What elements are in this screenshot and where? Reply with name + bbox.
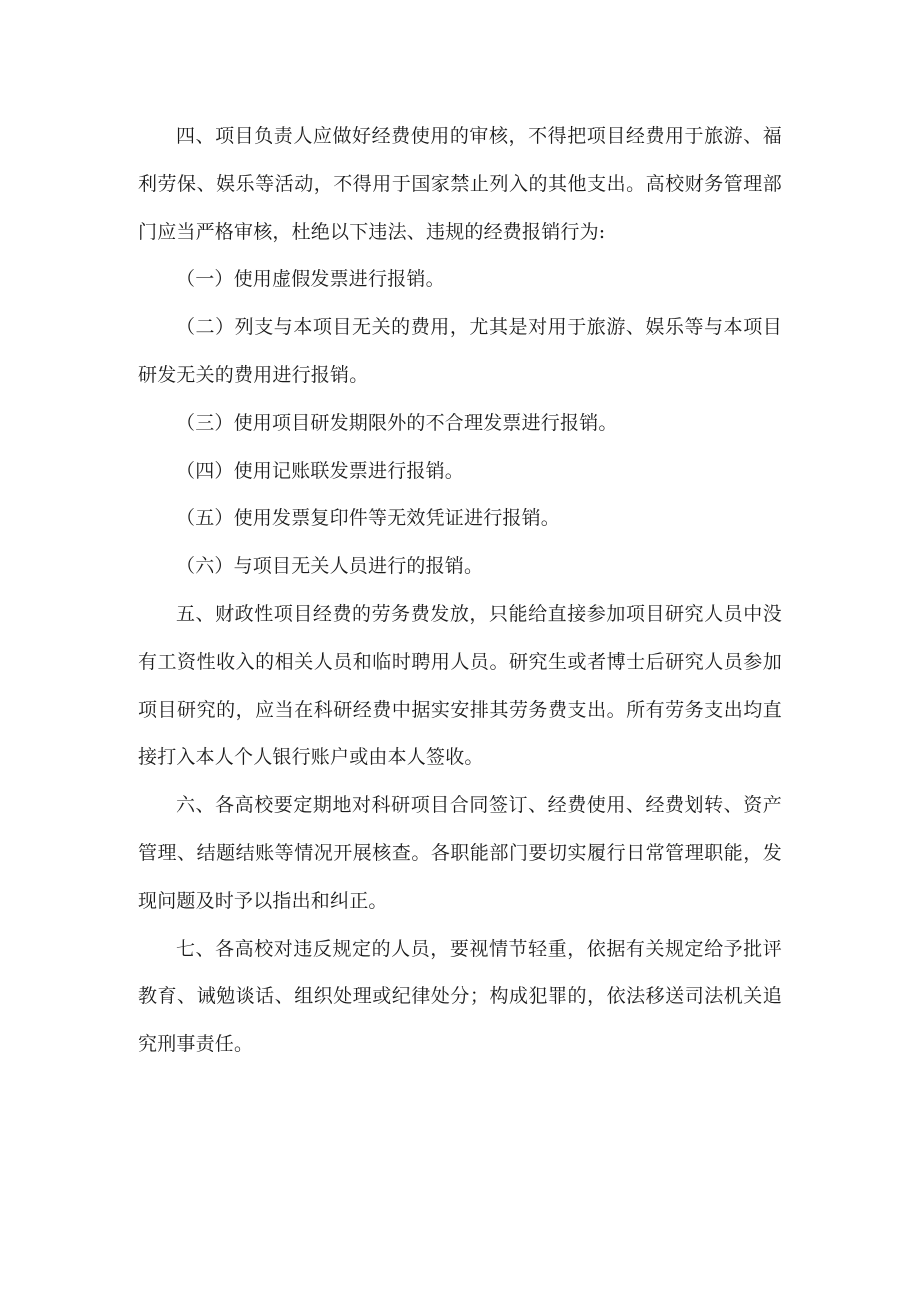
list-item-six: （六）与项目无关人员进行的报销。: [176, 555, 484, 578]
list-item-four: （四）使用记账联发票进行报销。: [176, 459, 465, 482]
paragraph-six: 六、各高校要定期地对科研项目合同签订、经费使用、经费划转、资产管理、结题结账等情况开展核查。各职能部门要切实履行日常管理职能，发现问题及时予以指出和纠正。: [138, 794, 782, 912]
list-item-five: （五）使用发票复印件等无效凭证进行报销。: [176, 507, 561, 530]
list-item-two: （二）列支与本项目无关的费用，尤其是对用于旅游、娱乐等与本项目研发无关的费用进行报销。: [138, 316, 782, 386]
paragraph-five: 五、财政性项目经费的劳务费发放，只能给直接参加项目研究人员中没有工资性收入的相关人员和临时聘用人员。研究生或者博士后研究人员参加项目研究的，应当在科研经费中据实安排其劳务费支出。所有劳务支出均直接打入本人个人银行账户或由本人签收。: [138, 602, 782, 769]
document-body: [138, 113, 782, 1069]
paragraph-four: 四、项目负责人应做好经费使用的审核，不得把项目经费用于旅游、福利劳保、娱乐等活动，不得用于国家禁止列入的其他支出。高校财务管理部门应当严格审核，杜绝以下违法、违规的经费报销行为:: [138, 125, 782, 243]
list-item-one: （一）使用虚假发票进行报销。: [176, 268, 445, 291]
paragraph-seven: 七、各高校对违反规定的人员，要视情节轻重，依据有关规定给予批评教育、诫勉谈话、组织处理或纪律处分；构成犯罪的，依法移送司法机关追究刑事责任。: [138, 937, 782, 1056]
list-item-three: （三）使用项目研发期限外的不合理发票进行报销。: [176, 411, 618, 434]
